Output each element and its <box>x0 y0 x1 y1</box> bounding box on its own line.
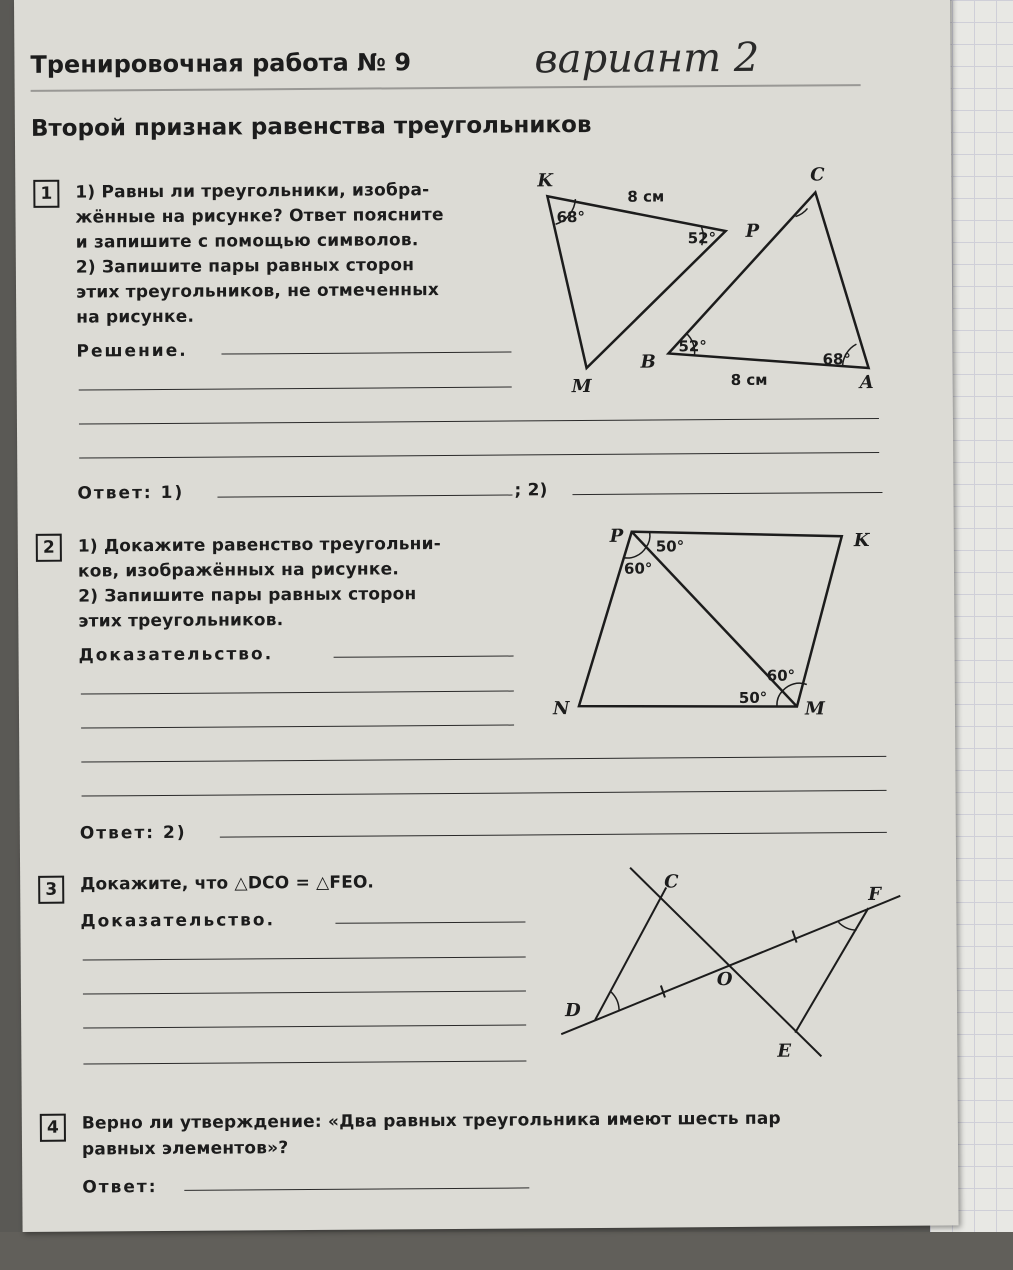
worksheet-title: Тренировочная работа № 9 <box>30 48 412 79</box>
segment-FE <box>794 908 869 1033</box>
task1-number: 1 <box>33 180 59 208</box>
angle-M-bottom-value: 50° <box>738 688 768 707</box>
label-A: A <box>859 372 874 394</box>
task2-line-4: этих треугольников. <box>78 610 284 632</box>
worksheet <box>14 0 959 1232</box>
label-K: K <box>537 170 554 192</box>
task4-line-1: Верно ли утверждение: «Два равных треугольника имеют шесть пар <box>81 1108 781 1134</box>
angle-arc-D <box>611 992 619 1010</box>
angle-P-bottom-value: 60° <box>623 559 653 578</box>
label-E3: E <box>777 1040 792 1062</box>
task1-line-3: и запишите с помощью символов. <box>75 230 419 253</box>
label-N: N <box>552 698 570 720</box>
angle-M-top-value: 60° <box>766 666 796 685</box>
worksheet-subtitle: Второй признак равенства треугольников <box>30 111 592 142</box>
task2-line-2: ков, изображённых на рисунке. <box>77 559 400 582</box>
task1-line-2: жённые на рисунке? Ответ поясните <box>75 205 444 228</box>
angle-P-top-value: 50° <box>655 537 685 556</box>
task2-answer-label: Ответ: 2) <box>79 822 187 844</box>
angle-arc-F <box>838 922 856 930</box>
label-M: M <box>571 375 592 398</box>
task1-line-4: 2) Запишите пары равных сторон <box>75 255 415 278</box>
task1-line-1: 1) Равны ли треугольники, изобра- <box>75 180 430 203</box>
line-DF <box>560 896 901 1034</box>
label-B: B <box>640 351 656 373</box>
label-K2: K <box>853 530 870 552</box>
side-BA-value: 8 см <box>730 370 768 390</box>
handwritten-variant-note: вариант 2 <box>534 34 760 83</box>
segment-DC <box>594 887 667 1019</box>
task1-line-6: на рисунке. <box>76 306 195 328</box>
label-P2: P <box>609 525 624 547</box>
side-KP-value: 8 см <box>627 187 665 206</box>
task3-figure <box>14 0 959 1232</box>
task2-line-1: 1) Докажите равенство треугольни- <box>77 534 442 557</box>
line-CE <box>630 866 821 1057</box>
label-F3: F <box>868 883 882 906</box>
label-P: P <box>745 220 760 242</box>
task4-line-2: равных элементов»? <box>81 1138 289 1160</box>
task1-line-5: этих треугольников, не отмеченных <box>75 280 440 303</box>
label-C3: C <box>664 871 679 893</box>
task3-statement: Докажите, что △DCO = △FEO. <box>80 872 375 895</box>
angle-A-value: 68° <box>822 350 851 369</box>
angle-K-value: 68° <box>556 208 585 227</box>
task1-answer-label: Ответ: 1) <box>77 482 185 504</box>
label-D3: D <box>564 1000 581 1022</box>
task2-proof-label: Доказательство. <box>78 644 274 666</box>
task4-answer-label: Ответ: <box>82 1177 158 1198</box>
label-O3: O <box>716 969 733 991</box>
task2-line-3: 2) Запишите пары равных сторон <box>78 584 417 607</box>
label-C: C <box>810 164 825 186</box>
task3-number: 3 <box>38 876 64 904</box>
task1-solution-label: Решение. <box>76 340 188 362</box>
task3-proof-label: Доказательство. <box>80 910 276 932</box>
angle-B-value: 52° <box>678 337 707 356</box>
background-surface <box>0 1232 1013 1270</box>
task4-number: 4 <box>40 1114 66 1142</box>
label-M2: M <box>804 698 825 720</box>
tick-OF <box>793 931 797 943</box>
task1-answer-separator: ; 2) <box>514 480 548 501</box>
angle-P-value: 52° <box>687 229 717 248</box>
task2-number: 2 <box>36 534 62 562</box>
